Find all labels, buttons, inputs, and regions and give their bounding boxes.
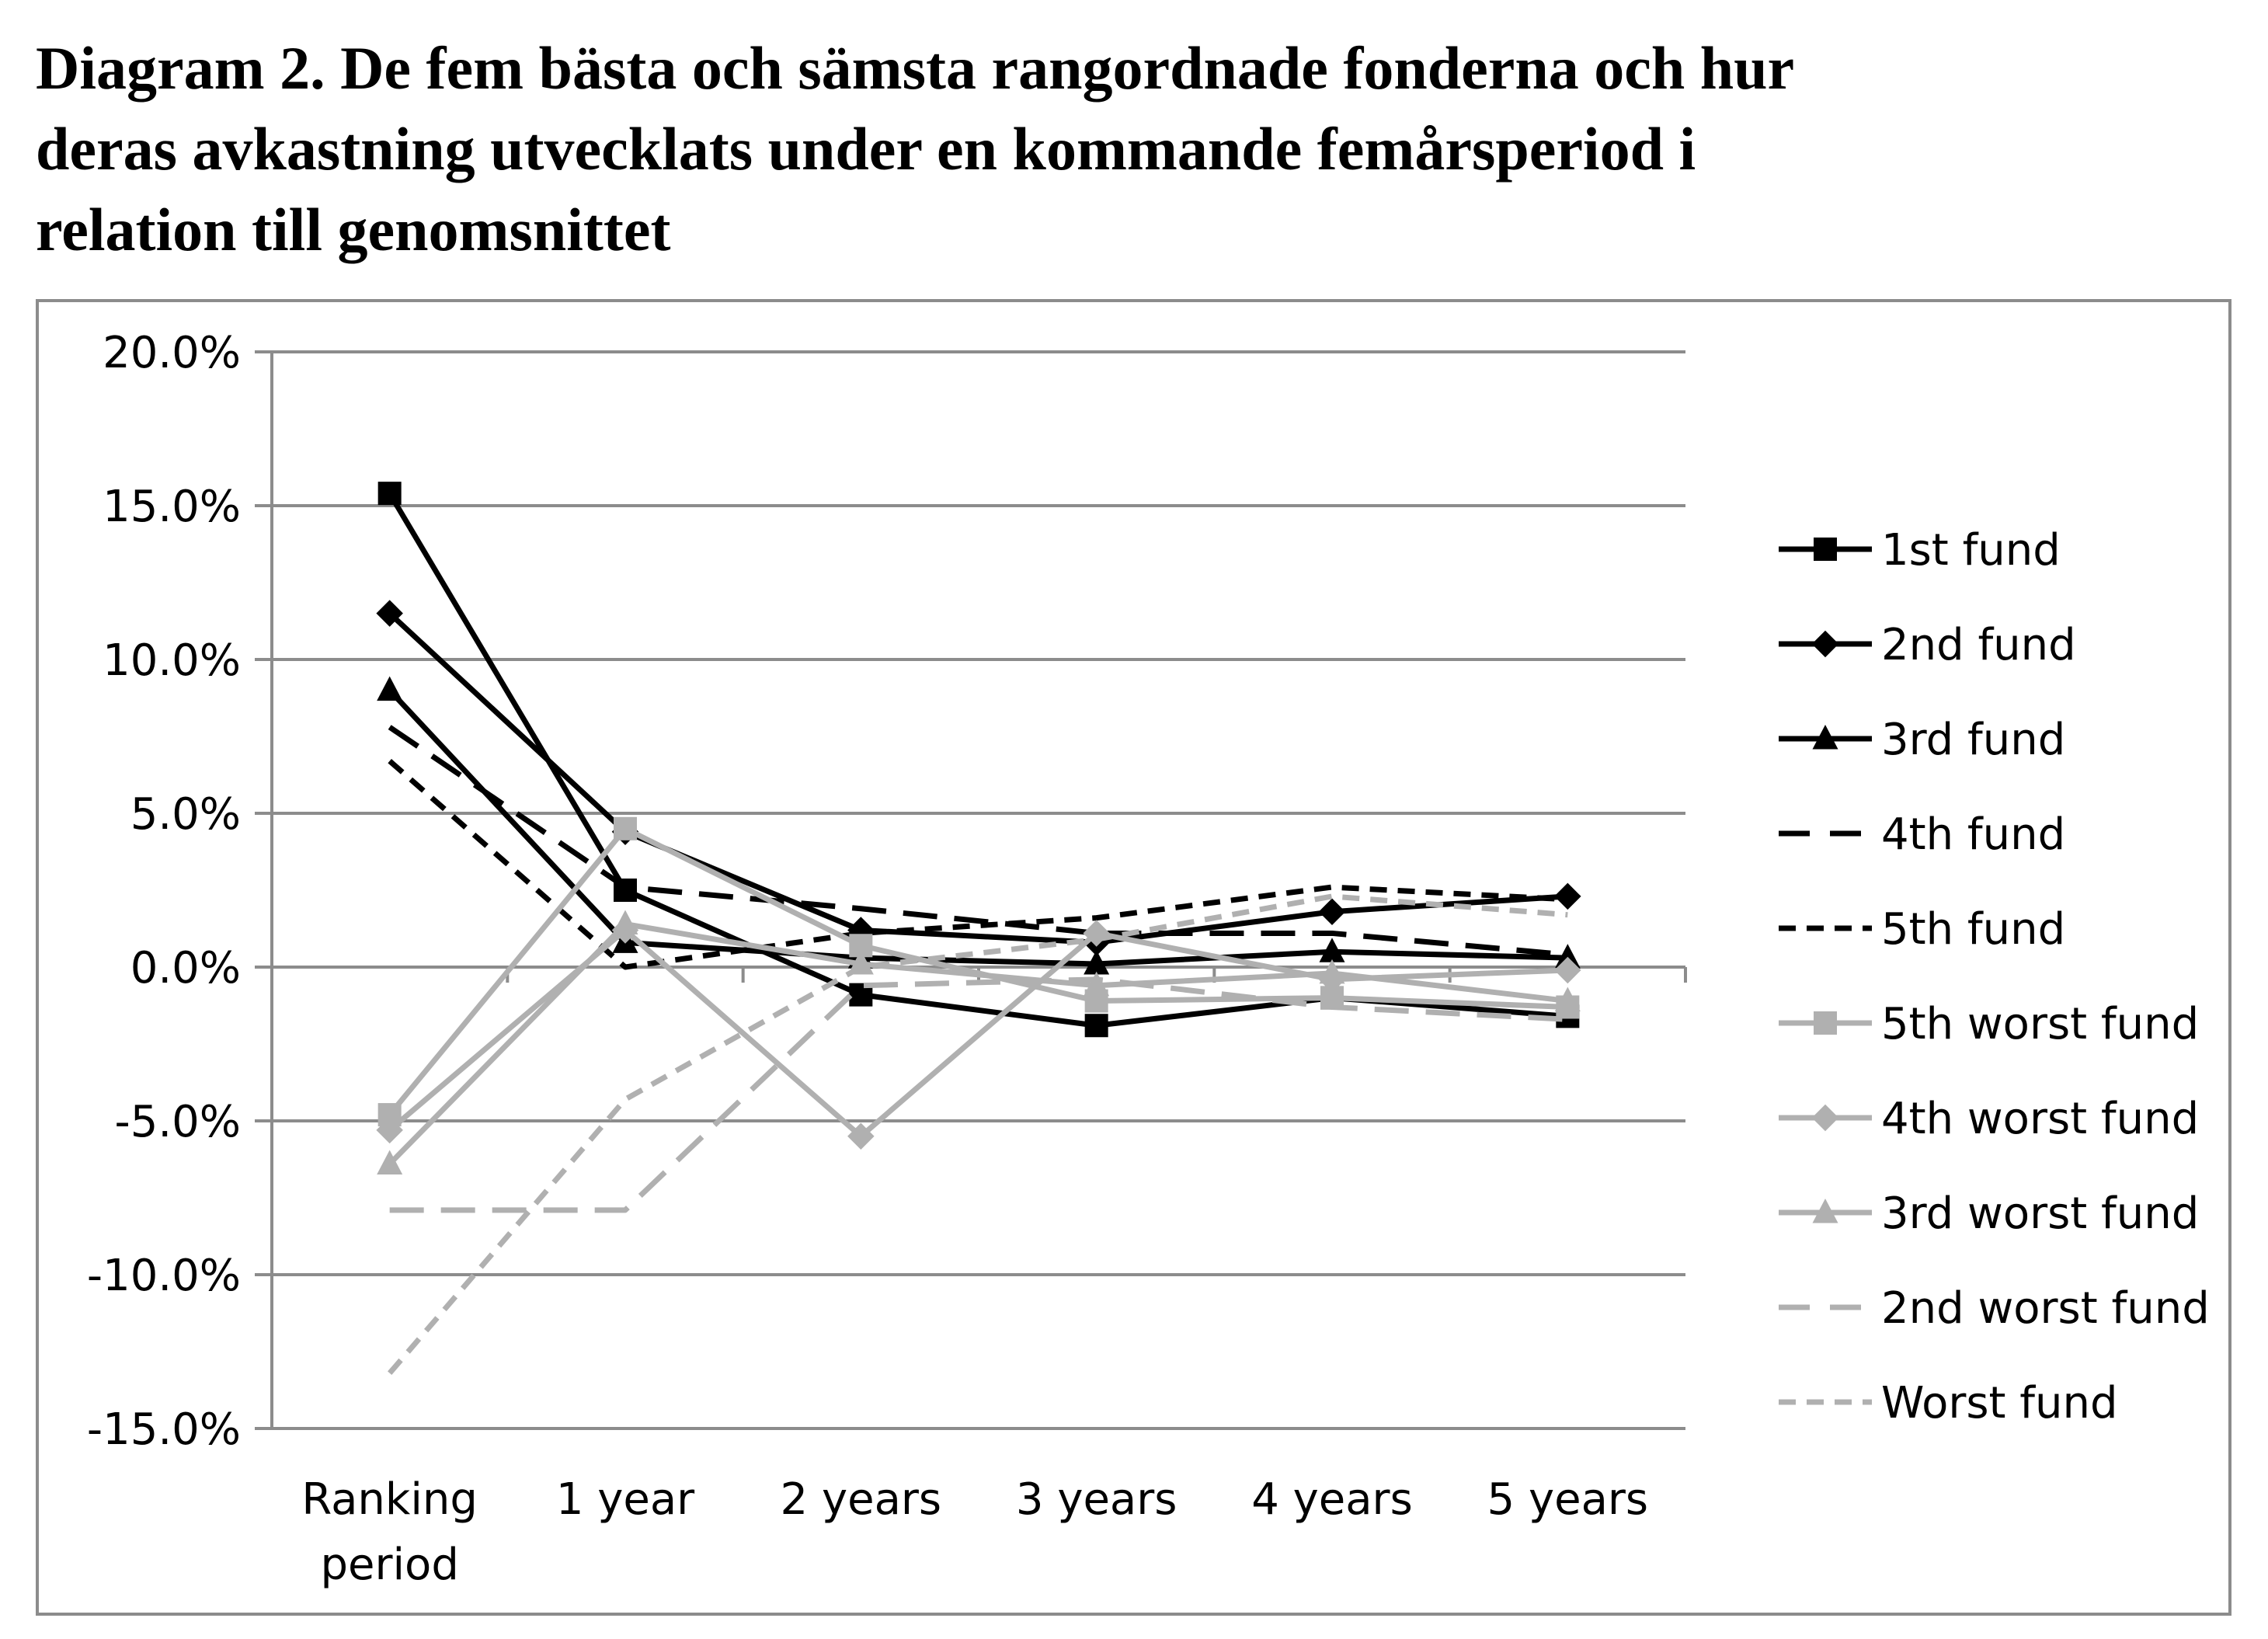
legend-label: 5th worst fund <box>1881 999 2200 1049</box>
legend-item <box>1779 620 2076 670</box>
y-tick-label: -15.0% <box>86 1404 241 1455</box>
legend-label: Worst fund <box>1881 1378 2118 1428</box>
data-point-triangle <box>613 910 638 935</box>
legend-label: 2nd worst fund <box>1881 1283 2210 1334</box>
data-point-triangle <box>377 677 402 701</box>
line-chart <box>39 302 2228 1613</box>
title-line-3: relation till genomsnittet <box>36 196 671 263</box>
legend-label: 4th fund <box>1881 809 2066 860</box>
series-line <box>390 727 1568 955</box>
y-tick-label: 5.0% <box>130 789 241 840</box>
data-point-square <box>1814 538 1837 561</box>
x-tick-label: 3 years <box>1015 1474 1177 1525</box>
legend-item <box>1779 809 2065 860</box>
data-point-square <box>1814 1011 1837 1035</box>
y-tick-label: 10.0% <box>103 635 241 686</box>
y-tick-label: 15.0% <box>103 482 241 532</box>
legend-label: 3rd fund <box>1881 715 2066 765</box>
legend-label: 4th worst fund <box>1881 1094 2200 1144</box>
legend <box>1779 525 2210 1428</box>
title-line-2: deras avkastning utvecklats under en kommande femårsperiod i <box>36 115 1696 183</box>
chart-frame <box>36 299 2231 1616</box>
data-point-diamond <box>1812 631 1839 658</box>
series-line <box>390 493 1568 1025</box>
data-point-diamond <box>1554 883 1581 910</box>
x-tick-label: Ranking <box>301 1474 478 1525</box>
series-line <box>390 614 1568 943</box>
legend-item <box>1779 1188 2199 1239</box>
legend-label: 2nd fund <box>1881 620 2076 670</box>
y-tick-label: -10.0% <box>86 1251 241 1301</box>
x-tick-label: 4 years <box>1251 1474 1413 1525</box>
x-tick-label: period <box>320 1540 459 1590</box>
legend-label: 3rd worst fund <box>1881 1188 2200 1239</box>
data-point-square <box>378 482 402 505</box>
y-tick-label: -5.0% <box>114 1097 241 1147</box>
x-tick-label: 1 year <box>555 1474 695 1525</box>
legend-item <box>1779 1283 2210 1334</box>
y-tick-label: 20.0% <box>103 328 241 378</box>
series-2nd-worst-fund <box>390 980 1568 1210</box>
series-4th-fund <box>390 727 1568 955</box>
data-point-diamond <box>1812 1105 1839 1132</box>
data-point-square <box>614 817 637 840</box>
page-title <box>36 28 2211 270</box>
grid <box>255 352 1685 1428</box>
y-tick-label: 0.0% <box>130 943 241 993</box>
data-point-diamond <box>1319 898 1346 925</box>
legend-item <box>1779 715 2065 765</box>
x-tick-label: 5 years <box>1487 1474 1649 1525</box>
series-line <box>390 829 1568 1115</box>
series-layer <box>376 482 1581 1373</box>
data-point-diamond <box>1554 957 1581 984</box>
legend-label: 5th fund <box>1881 904 2066 955</box>
legend-label: 1st fund <box>1881 525 2061 576</box>
legend-item <box>1779 525 2061 576</box>
series-3rd-fund <box>377 677 1581 975</box>
legend-item <box>1779 904 2065 955</box>
series-line <box>390 980 1568 1210</box>
legend-item <box>1779 999 2199 1049</box>
title-line-1: Diagram 2. De fem bästa och sämsta rangordnade fonderna och hur <box>36 34 1795 102</box>
x-tick-label: 2 years <box>780 1474 942 1525</box>
legend-item <box>1779 1378 2118 1428</box>
series-5th-worst-fund <box>378 817 1580 1126</box>
legend-item <box>1779 1094 2199 1144</box>
series-3rd-worst-fund <box>377 910 1581 1174</box>
data-point-square <box>1085 1014 1108 1037</box>
